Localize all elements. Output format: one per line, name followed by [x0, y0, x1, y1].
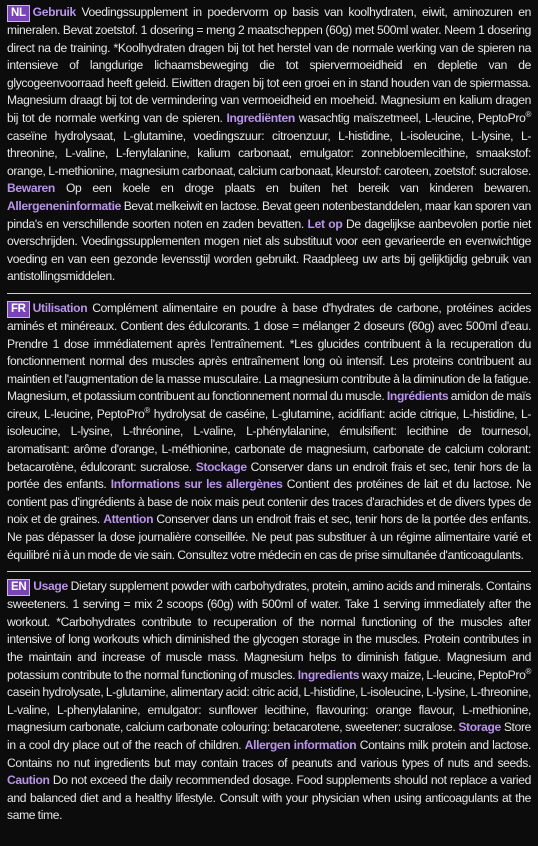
section-heading: Attention	[103, 512, 154, 527]
section-heading: Let op	[307, 216, 343, 231]
section-heading: Allergeneninformatie	[7, 198, 121, 213]
section-heading: Ingrédients	[386, 389, 449, 404]
body-text: Op een koele en droge plaats en buiten het bereik van kinderen bewaren.	[54, 181, 531, 196]
body-text: Store in a cool dry place out of the reach of children.	[7, 720, 531, 752]
section-heading: Utilisation	[32, 300, 88, 315]
section-heading: Allergen information	[244, 737, 357, 752]
body-text: amidon de maïs cireux, L-leucine, PeptoPro	[7, 389, 531, 421]
section-heading: Informations sur les allergènes	[110, 477, 283, 492]
body-text: Bevat melkeiwit en lactose. Bevat geen notenbestanddelen, maar kan sporen van pinda's en verschillende soorten noten en zaden bevatten.	[7, 198, 531, 231]
language-badge-en: EN	[7, 579, 30, 596]
section-heading: Gebruik	[32, 5, 76, 19]
body-text: Contient des protéines de lait et du lactose. Ne contient pas d'ingrédients à base de noix mais peut contenir des traces d'arachides et de divers types de noix et de graines.	[7, 477, 531, 527]
body-text: Dietary supplement powder with carbohydrates, protein, amino acids and minerals. Contains sweeteners. 1 serving = mix 2 scoops (60g) with 500ml of water. Take 1 serving immediately after the workout. *Carbohydrates contribute to recuperation of the normal functioning of the muscles after intensive of long workouts which diminished the glycogen storage in the muscles. Protein contributes in the maintain and increase of muscle mass. Magnesium helps to diminish fatigue. Magnesium and potassium contribute to the normal functioning of muscles.	[7, 579, 531, 682]
body-text: waxy maize, L-leucine, PeptoPro	[359, 667, 526, 682]
body-text: De dagelijkse aanbevolen portie niet overschrijden. Voedingssupplementen mogen niet als substituut voor een gevarieerde en evenwichtige voeding en van een gezonde levensstijl worden gebruikt. Raadpleeg uw arts bij gelijktijdig gebruik van antistollingsmiddelen.	[7, 216, 531, 284]
section-nl	[7, 4, 531, 286]
registered-mark: ®	[525, 666, 531, 676]
language-badge-nl: NL	[7, 5, 30, 22]
section-heading: Storage	[458, 720, 501, 735]
body-text: hydrolysat de caséine, L-glutamine, acidifiant: acide citrique, L-histidine, L-isoleucine, L-lysine, L-thréonine, L-valine, L-phénylalanine, émulsifient: lecithine de tournesol, aromatisant: arôme d'orange, L-méthionine, carbonate de magnesium, carbonate de calcium colorant: betacarotène, édulcorant: sucralose.	[7, 406, 531, 474]
section-body-nl	[7, 5, 531, 283]
section-divider	[7, 293, 531, 294]
section-heading: Caution	[7, 773, 50, 788]
body-text: Complément alimentaire en poudre à base d'hydrates de carbone, protéines acides aminés et minéreaux. Contient des édulcorants. 1 dose = mélanger 2 doseurs (60g) avec 500ml d'eau. Prendre 1 dose immédiatement après l'entraînement. *Les glucides contribuent à la recuperation du fonctionnement normal des muscles après entraînement long où intensif. Les proteins contribuent au maintien et l'augmentation de la masse musculaire. La magnesium contribute à la diminution de la fatigue. Magnesium, et potassium contribuent au fonctionnement normal du muscle.	[7, 300, 531, 404]
section-body-en	[7, 579, 531, 822]
section-heading: Stockage	[195, 459, 247, 474]
section-heading: Ingrediënten	[226, 110, 295, 125]
body-text: caseïne hydrolysaat, L-glutamine, voedingszuur: citroenzuur, L-histidine, L-isoleucine, L-lysine, L-threonine, L-valine, L-fenylalanine, kalium carbonaat, emulgator: zonnebloemlecithine, smaakstof: orange, L-methionine, magnesium carbonaat, calcium carbonaat, kleurstof: caroteen, zoetstof: sucralose.	[7, 128, 531, 178]
section-en	[7, 578, 531, 825]
body-text: casein hydrolysate, L-glutamine, alimentary acid: citric acid, L-histidine, L-isoleucine, L-lysine, L-threonine, L-valine, L-phenylalanine, emulgator: sunflower lecithine, flavouring: orange flavour, L-methionine, magnesium carbonate, calcium carbonate colouring: betacarotene, sweetener: sucralose.	[7, 685, 531, 735]
body-text: wasachtig maïszetmeel, L-leucine, PeptoPro	[294, 110, 526, 125]
language-badge-fr: FR	[7, 301, 30, 318]
body-text: Conserver dans un endroit frais et sec, tenir hors de la portée des enfants.	[7, 459, 531, 492]
section-heading: Usage	[33, 579, 68, 594]
section-body-fr	[7, 301, 531, 562]
body-text: Conserver dans un endroit frais et sec, tenir hors de la portée des enfants. Ne pas dépasser la dose journalière conseillée. Ne peut pas substituer à un régime alimentaire varié et équilibré ni à un mode de vie sain. Consultez votre médecin en cas de prise simultanée d'anticoagulants.	[7, 512, 531, 562]
body-text: Do not exceed the daily recommended dosage. Food supplements should not replace a varied and balanced diet and a healthy lifestyle. Consult with your physician when using anticoagulants at the same time.	[7, 773, 531, 823]
registered-mark: ®	[144, 405, 150, 415]
section-fr	[7, 300, 531, 564]
section-divider	[7, 571, 531, 572]
section-heading: Ingredients	[297, 667, 360, 682]
section-heading: Bewaren	[7, 181, 55, 196]
registered-mark: ®	[525, 109, 532, 119]
body-text: Contains milk protein and lactose. Contains no nut ingredients but may contain traces of peanuts and various types of nuts and seeds.	[7, 737, 531, 770]
body-text: Voedingssupplement in poedervorm op basis van koolhydraten, eiwit, aminozuren en mineralen. Bevat zoetstof. 1 dosering = meng 2 maatscheppen (60g) met 500ml water. Neem 1 dosering direct na de training. *Koolhydraten dragen bij tot het herstel van de normale werking van de spieren na intensieve of langdurige lichaamsbeweging die tot spiervermoeidheid en depletie van de glycogeenvoorraad heeft geleid. Eiwitten dragen bij tot een groei en in stand houden van de spiermassa. Magnesium draagt bij tot de vermindering van vermoeidheid en moeheid. Magnesium en kalium dragen bij tot de normale werking van de spieren.	[7, 5, 531, 125]
